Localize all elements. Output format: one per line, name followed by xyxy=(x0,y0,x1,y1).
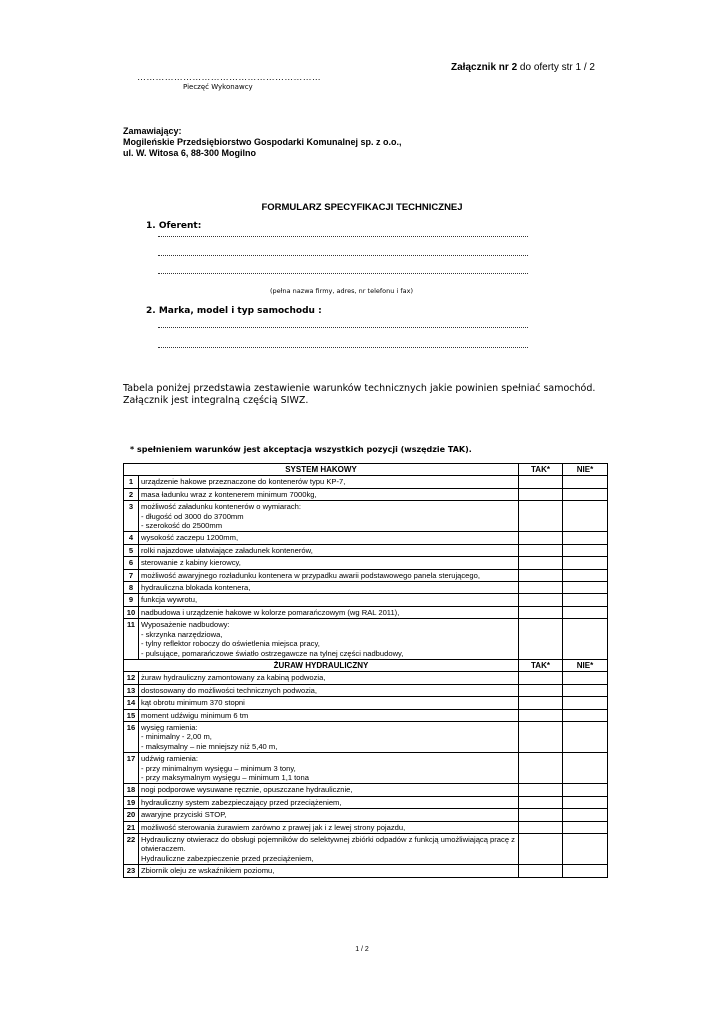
row-no-cell[interactable] xyxy=(563,557,608,569)
row-requirement: Wyposażenie nadbudowy: - skrzynka narzędziowa, - tylny reflektor roboczy do oświetlenia miejsca pracy, - pulsujące, pomarańczowe światło ostrzegawcze na tylnej części nadbudowy, xyxy=(139,619,519,660)
table-row xyxy=(124,865,608,877)
row-yes-cell[interactable] xyxy=(519,809,563,821)
group-header-hook-system xyxy=(124,464,608,476)
row-requirement: wysięg ramienia: - minimalny - 2,00 m, - maksymalny – nie mniejszy niż 5,40 m, xyxy=(139,721,519,752)
row-number: 6 xyxy=(124,557,139,569)
row-no-cell[interactable] xyxy=(563,834,608,865)
row-yes-cell[interactable] xyxy=(519,594,563,606)
row-number: 2 xyxy=(124,488,139,500)
row-no-cell[interactable] xyxy=(563,684,608,696)
table-row xyxy=(124,672,608,684)
row-number: 7 xyxy=(124,569,139,581)
row-yes-cell[interactable] xyxy=(519,582,563,594)
table-row xyxy=(124,594,608,606)
row-requirement: urządzenie hakowe przeznaczone do kontenerów typu KP-7, xyxy=(139,476,519,488)
row-yes-cell[interactable] xyxy=(519,544,563,556)
offeror-hint: (pełna nazwa firmy, adres, nr telefonu i fax) xyxy=(270,287,413,295)
table-row xyxy=(124,784,608,796)
row-requirement: nadbudowa i urządzenie hakowe w kolorze pomarańczowym (wg RAL 2011), xyxy=(139,606,519,618)
form-title: FORMULARZ SPECYFIKACJI TECHNICZNEJ xyxy=(261,202,463,213)
table-row xyxy=(124,544,608,556)
row-no-cell[interactable] xyxy=(563,753,608,784)
row-no-cell[interactable] xyxy=(563,532,608,544)
row-yes-cell[interactable] xyxy=(519,488,563,500)
row-number: 19 xyxy=(124,796,139,808)
row-requirement: Zbiornik oleju ze wskaźnikiem poziomu, xyxy=(139,865,519,877)
row-yes-cell[interactable] xyxy=(519,865,563,877)
intro-paragraph: Tabela poniżej przedstawia zestawienie warunków technicznych jakie powinien spełniać samochód. Załącznik jest integralną częścią SIWZ. xyxy=(123,383,596,406)
table-row xyxy=(124,684,608,696)
table-row xyxy=(124,721,608,752)
row-requirement: hydrauliczna blokada kontenera, xyxy=(139,582,519,594)
row-requirement: sterowanie z kabiny kierowcy, xyxy=(139,557,519,569)
row-no-cell[interactable] xyxy=(563,594,608,606)
row-requirement: wysokość zaczepu 1200mm, xyxy=(139,532,519,544)
attachment-page-info: do oferty str 1 / 2 xyxy=(517,62,595,73)
offeror-fill-line-2 xyxy=(158,255,528,257)
client-block xyxy=(123,126,402,159)
row-requirement: masa ładunku wraz z kontenerem minimum 7000kg, xyxy=(139,488,519,500)
row-no-cell[interactable] xyxy=(563,606,608,618)
row-number: 16 xyxy=(124,721,139,752)
row-requirement: możliwość sterowania żurawiem zarówno z prawej jak i z lewej strony pojazdu, xyxy=(139,821,519,833)
group-title: SYSTEM HAKOWY xyxy=(124,464,519,476)
row-no-cell[interactable] xyxy=(563,784,608,796)
row-requirement: żuraw hydrauliczny zamontowany za kabiną podwozia, xyxy=(139,672,519,684)
row-no-cell[interactable] xyxy=(563,821,608,833)
row-yes-cell[interactable] xyxy=(519,784,563,796)
row-yes-cell[interactable] xyxy=(519,476,563,488)
row-no-cell[interactable] xyxy=(563,709,608,721)
table-row xyxy=(124,606,608,618)
row-number: 3 xyxy=(124,501,139,532)
row-no-cell[interactable] xyxy=(563,809,608,821)
attachment-label xyxy=(451,62,595,73)
specification-table xyxy=(123,463,608,878)
table-row xyxy=(124,697,608,709)
row-number: 15 xyxy=(124,709,139,721)
row-number: 12 xyxy=(124,672,139,684)
row-no-cell[interactable] xyxy=(563,672,608,684)
row-yes-cell[interactable] xyxy=(519,721,563,752)
row-requirement: funkcja wywrotu, xyxy=(139,594,519,606)
row-number: 5 xyxy=(124,544,139,556)
row-requirement: dostosowany do możliwości technicznych podwozia, xyxy=(139,684,519,696)
row-no-cell[interactable] xyxy=(563,501,608,532)
client-label: Zamawiający: xyxy=(123,126,182,136)
row-requirement: możliwość załadunku kontenerów o wymiarach: - długość od 3000 do 3700mm - szerokość do 2500mm xyxy=(139,501,519,532)
row-no-cell[interactable] xyxy=(563,697,608,709)
row-requirement: nogi podporowe wysuwane ręcznie, opuszczane hydraulicznie, xyxy=(139,784,519,796)
col-yes-header: TAK* xyxy=(519,659,563,671)
table-row xyxy=(124,796,608,808)
row-yes-cell[interactable] xyxy=(519,796,563,808)
row-yes-cell[interactable] xyxy=(519,606,563,618)
row-requirement: moment udźwigu minimum 6 tm xyxy=(139,709,519,721)
row-requirement: kąt obrotu minimum 370 stopni xyxy=(139,697,519,709)
row-number: 8 xyxy=(124,582,139,594)
row-number: 14 xyxy=(124,697,139,709)
row-no-cell[interactable] xyxy=(563,865,608,877)
col-yes-header: TAK* xyxy=(519,464,563,476)
row-number: 4 xyxy=(124,532,139,544)
row-yes-cell[interactable] xyxy=(519,569,563,581)
row-number: 20 xyxy=(124,809,139,821)
row-number: 13 xyxy=(124,684,139,696)
stamp-dotted-line: …………………………………………………… xyxy=(137,72,321,82)
table-row xyxy=(124,557,608,569)
row-yes-cell[interactable] xyxy=(519,684,563,696)
row-no-cell[interactable] xyxy=(563,476,608,488)
attachment-number: Załącznik nr 2 xyxy=(451,62,518,73)
row-number: 9 xyxy=(124,594,139,606)
row-requirement: hydrauliczny system zabezpieczający przed przeciążeniem, xyxy=(139,796,519,808)
row-requirement: awaryjne przyciski STOP, xyxy=(139,809,519,821)
table-row xyxy=(124,501,608,532)
table-row xyxy=(124,619,608,660)
row-number: 11 xyxy=(124,619,139,660)
row-number: 23 xyxy=(124,865,139,877)
col-no-header: NIE* xyxy=(563,464,608,476)
table-row xyxy=(124,488,608,500)
table-row xyxy=(124,532,608,544)
row-yes-cell[interactable] xyxy=(519,619,563,660)
client-address: ul. W. Witosa 6, 88-300 Mogilno xyxy=(123,148,256,158)
row-yes-cell[interactable] xyxy=(519,697,563,709)
row-no-cell[interactable] xyxy=(563,488,608,500)
row-requirement: rolki najazdowe ułatwiające załadunek kontenerów, xyxy=(139,544,519,556)
table-row xyxy=(124,582,608,594)
row-no-cell[interactable] xyxy=(563,796,608,808)
client-name: Mogileńskie Przedsiębiorstwo Gospodarki Komunalnej sp. z o.o., xyxy=(123,137,402,147)
row-requirement: możliwość awaryjnego rozładunku kontenera w przypadku awarii podstawowego panela sterującego, xyxy=(139,569,519,581)
table-row xyxy=(124,709,608,721)
table-row xyxy=(124,821,608,833)
section-vehicle-heading: 2. Marka, model i typ samochodu : xyxy=(146,306,322,316)
table-row xyxy=(124,569,608,581)
stamp-label: Pieczęć Wykonawcy xyxy=(183,83,253,91)
table-row xyxy=(124,476,608,488)
section-offeror-heading: 1. Oferent: xyxy=(146,221,202,231)
row-number: 18 xyxy=(124,784,139,796)
row-number: 22 xyxy=(124,834,139,865)
row-yes-cell[interactable] xyxy=(519,709,563,721)
row-number: 10 xyxy=(124,606,139,618)
page-number: 1 / 2 xyxy=(355,946,369,953)
row-yes-cell[interactable] xyxy=(519,834,563,865)
row-number: 21 xyxy=(124,821,139,833)
offeror-fill-line-1 xyxy=(158,236,528,238)
row-yes-cell[interactable] xyxy=(519,753,563,784)
row-yes-cell[interactable] xyxy=(519,501,563,532)
row-no-cell[interactable] xyxy=(563,619,608,660)
row-number: 1 xyxy=(124,476,139,488)
row-yes-cell[interactable] xyxy=(519,821,563,833)
row-requirement: udźwig ramienia: - przy minimalnym wysięgu – minimum 3 tony, - przy maksymalnym wysięgu – minimum 1,1 tona xyxy=(139,753,519,784)
row-no-cell[interactable] xyxy=(563,721,608,752)
acceptance-note: * spełnieniem warunków jest akceptacja wszystkich pozycji (wszędzie TAK). xyxy=(130,445,472,454)
group-header-hydraulic-crane xyxy=(124,659,608,671)
row-yes-cell[interactable] xyxy=(519,557,563,569)
vehicle-fill-line-1 xyxy=(158,327,528,329)
row-yes-cell[interactable] xyxy=(519,672,563,684)
row-requirement: Hydrauliczny otwieracz do obsługi pojemników do selektywnej zbiórki odpadów z funkcją umożliwiającą pracę z otwieraczem. Hydrauliczne zabezpieczenie przed przeciążeniem, xyxy=(139,834,519,865)
row-number: 17 xyxy=(124,753,139,784)
row-no-cell[interactable] xyxy=(563,569,608,581)
row-no-cell[interactable] xyxy=(563,582,608,594)
table-row xyxy=(124,753,608,784)
vehicle-fill-line-2 xyxy=(158,347,528,349)
col-no-header: NIE* xyxy=(563,659,608,671)
offeror-fill-line-3 xyxy=(158,273,528,275)
table-row xyxy=(124,809,608,821)
row-yes-cell[interactable] xyxy=(519,532,563,544)
table-row xyxy=(124,834,608,865)
row-no-cell[interactable] xyxy=(563,544,608,556)
group-title: ŻURAW HYDRAULICZNY xyxy=(124,659,519,671)
